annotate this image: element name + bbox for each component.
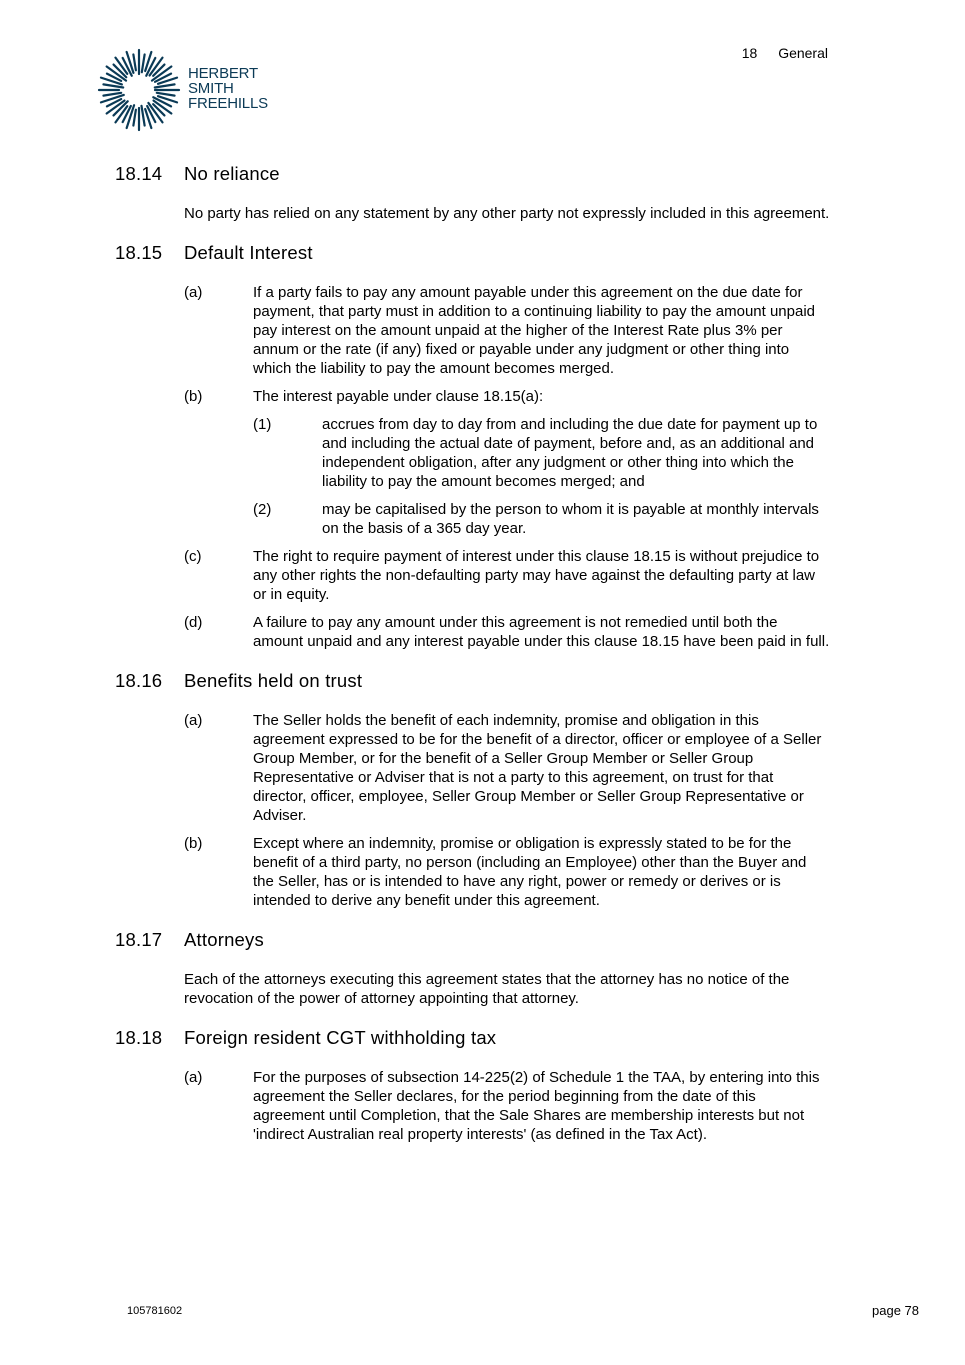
heading-number: 18.18 <box>115 1027 163 1048</box>
clause-18-15-b-1 <box>253 415 830 491</box>
clause-text: The interest payable under clause 18.15(a): <box>253 388 544 405</box>
clause-18-18-a <box>184 1068 830 1144</box>
paragraph-18-17: Each of the attorneys executing this agreement states that the attorney has no notice of the revocation of the power of attorney appointing that attorney. <box>184 971 790 1007</box>
clause-label: (a) <box>184 284 203 301</box>
heading-18-15 <box>115 241 830 265</box>
clause-18-15-a <box>184 283 830 378</box>
logo-wordmark <box>188 66 268 111</box>
clause-label: (1) <box>253 416 272 433</box>
paragraph-18-14: No party has relied on any statement by any other party not expressly included in this agreement. <box>184 205 830 222</box>
heading-title: Attorneys <box>184 929 264 950</box>
clause-18-15-b <box>184 387 830 406</box>
logo-line-1: HERBERT <box>188 65 259 82</box>
heading-title: No reliance <box>184 163 280 184</box>
running-header <box>742 45 828 61</box>
logo-ray <box>153 104 164 115</box>
clause-text: The right to require payment of interest under this clause 18.15 is without prejudice to any other rights the non-defaulting party may have against the defaulting party at law or in equity. <box>253 548 820 603</box>
logo-ray <box>133 54 136 70</box>
header-section-number: 18 <box>741 45 758 61</box>
heading-18-14 <box>115 162 830 186</box>
footer-document-id: 105781602 <box>127 1305 183 1317</box>
footer-page-number: page 78 <box>872 1303 919 1318</box>
heading-title: Foreign resident CGT withholding tax <box>184 1027 497 1048</box>
clause-18-15-d <box>184 613 830 651</box>
heading-number: 18.16 <box>115 670 163 691</box>
clause-18-16-b <box>184 834 830 910</box>
clause-label: (c) <box>184 548 202 565</box>
clause-18-16-a <box>184 711 830 825</box>
logo-ray <box>157 93 175 96</box>
clause-text: Except where an indemnity, promise or obligation is expressly stated to be for the benefit of a third party, no person (including an Employee) other than the Buyer and the Seller, has or is intended to have any right, power or remedy or derives or is intended to derive any benefit under this agreement. <box>253 835 807 909</box>
clause-label: (a) <box>184 712 203 729</box>
header-section-title: General <box>778 45 828 61</box>
logo-line-2: SMITH <box>188 80 234 97</box>
clause-label: (b) <box>184 835 203 852</box>
heading-18-16 <box>115 669 830 693</box>
clause-18-15-c <box>184 547 830 604</box>
clause-text: If a party fails to pay any amount payable under this agreement on the due date for payment, that party must in addition to a continuing liability to pay the amount unpaid pay interest on the amount unpaid at the higher of the Interest Rate plus 3% per annum or the rate (if any) fixed or payable under any judgment or other thing into which the liability to pay the amount becomes merged. <box>253 284 816 377</box>
clause-18-15-b-2 <box>253 500 830 538</box>
clause-text: accrues from day to day from and including the due date for payment up to and including the actual date of payment, before and, as an additional and independent obligation, after any judgment or other thing into which the liability to pay the amount becomes merged; and <box>322 416 818 490</box>
heading-18-18 <box>115 1026 830 1050</box>
firm-logo <box>95 46 275 134</box>
sunburst-logo-icon <box>95 46 183 134</box>
clause-text: For the purposes of subsection 14-225(2) of Schedule 1 the TAA, by entering into this agreement the Seller declares, for the period beginning from the date of this agreement until Completion, that the Sale Shares are membership interests but not 'indirect Australian real property interests' (as defined in the Tax Act). <box>253 1069 820 1143</box>
logo-line-3: FREEHILLS <box>188 95 268 112</box>
clause-label: (d) <box>184 614 203 631</box>
clause-label: (2) <box>253 501 272 518</box>
logo-ray <box>133 110 136 126</box>
clause-label: (b) <box>184 388 203 405</box>
clause-label: (a) <box>184 1069 203 1086</box>
heading-18-17 <box>115 928 830 952</box>
logo-ray <box>153 65 164 76</box>
document-body <box>115 162 830 1153</box>
logo-ray <box>103 93 121 96</box>
logo-ray <box>142 54 145 72</box>
heading-title: Benefits held on trust <box>184 670 363 691</box>
clause-text: may be capitalised by the person to whom it is payable at monthly intervals on the basis of a 365 day year. <box>322 501 819 537</box>
clause-text: The Seller holds the benefit of each indemnity, promise and obligation in this agreement expressed to be for the benefit of a director, officer or employee of a Seller Group Member, or for the benefit of a Seller Group Member or Seller Group Representative or Adviser that is not a party to this agreement, on trust for that director, officer, employee, Seller Group Member or Seller Group Representative or Adviser. <box>253 712 822 824</box>
clause-text: A failure to pay any amount under this agreement is not remedied until both the amount unpaid and any interest payable under this clause 18.15 have been paid in full. <box>253 614 830 650</box>
heading-number: 18.17 <box>115 929 163 950</box>
heading-title: Default Interest <box>184 242 313 263</box>
heading-number: 18.15 <box>115 242 163 263</box>
heading-number: 18.14 <box>115 163 163 184</box>
